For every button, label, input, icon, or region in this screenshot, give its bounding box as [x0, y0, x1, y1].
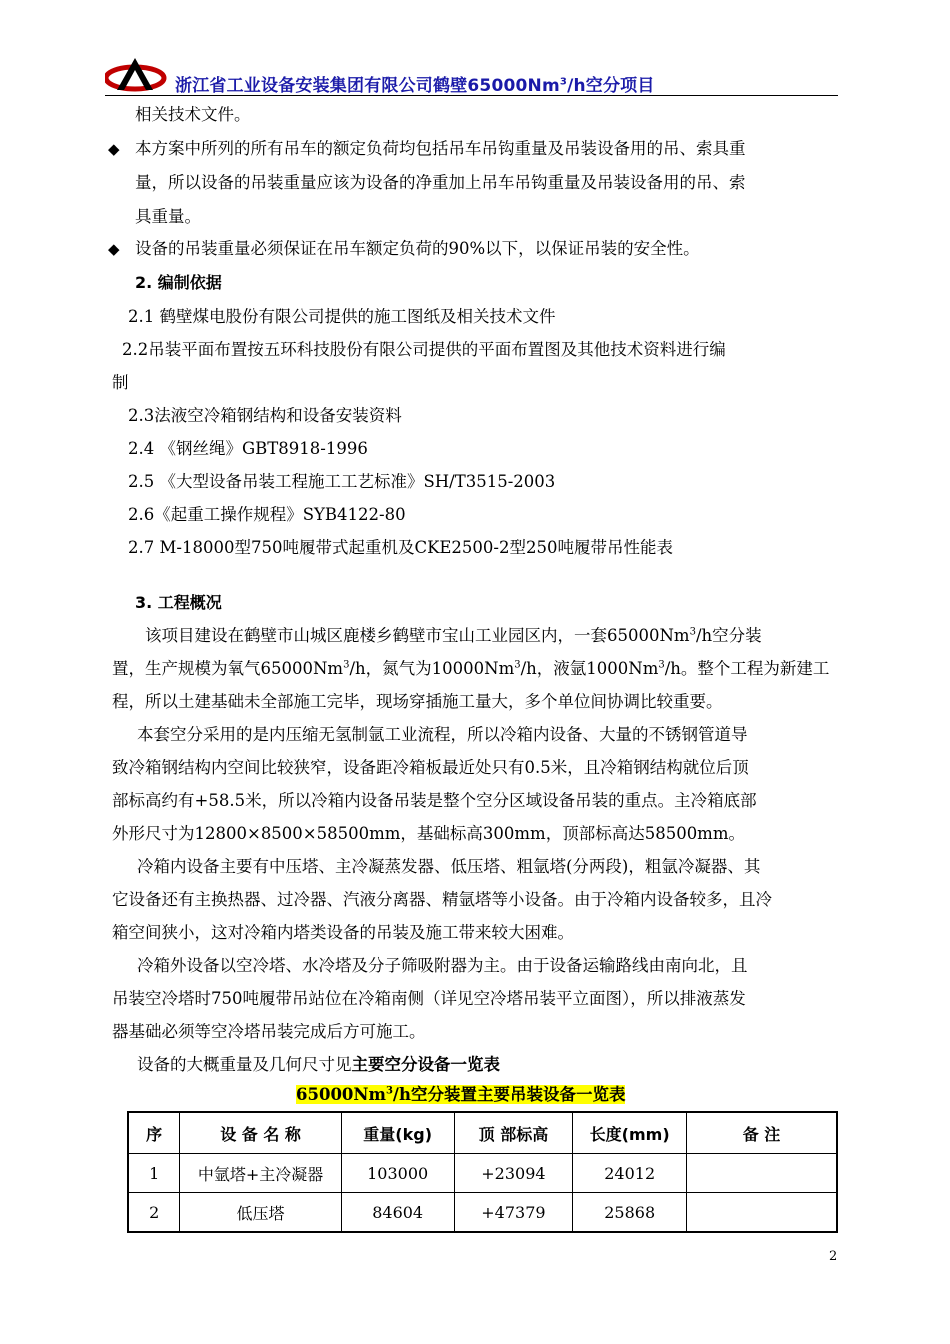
section-2-item: 2.5 《大型设备吊装工程施工工艺标准》SH/T3515-2003 [128, 472, 556, 491]
section-2-item: 2.7 M-18000型750吨履带式起重机及CKE2500-2型250吨履带吊性能表 [128, 538, 673, 557]
header-cell: 备 注 [687, 1112, 837, 1154]
table-header-row [128, 1112, 837, 1154]
bullet-2-line-3: 具重量。 [135, 207, 201, 226]
table-cell [687, 1154, 837, 1193]
section-2-item: 2.3法液空冷箱钢结构和设备安装资料 [128, 406, 402, 425]
table-row [128, 1154, 837, 1193]
paragraph-3-line-3: 箱空间狭小，这对冷箱内塔类设备的吊装及施工带来较大困难。 [112, 923, 574, 942]
bullet-continuation: 相关技术文件。 [135, 105, 251, 124]
paragraph-4-line-2: 吊装空冷塔时750吨履带吊站位在冷箱南侧（详见空冷塔吊装平立面图），所以排液蒸发 [112, 989, 746, 1008]
table-cell: +23094 [454, 1154, 573, 1193]
table-cell: 103000 [341, 1154, 454, 1193]
paragraph-1-line-1: 该项目建设在鹤壁市山城区鹿楼乡鹤壁市宝山工业园区内，一套65000Nm$^3$/h空分装 [145, 626, 762, 645]
section-2-heading: 2. 编制依据 [135, 273, 222, 292]
paragraph-3-line-1: 冷箱内设备主要有中压塔、主冷凝蒸发器、低压塔、粗氩塔(分两段)，粗氩冷凝器、其 [137, 857, 761, 876]
table-cell: +47379 [454, 1193, 573, 1233]
header-cell: 序 [128, 1112, 180, 1154]
bullet-2-line-1: 本方案中所列的所有吊车的额定负荷均包括吊车吊钩重量及吊装设备用的吊、索具重 [135, 139, 746, 158]
bullet-2-line-2: 量，所以设备的吊装重量应该为设备的净重加上吊车吊钩重量及吊装设备用的吊、索 [135, 173, 746, 192]
table-cell: 低压塔 [180, 1193, 341, 1233]
table-row [128, 1193, 837, 1233]
paragraph-3-line-2: 它设备还有主换热器、过冷器、汽液分离器、精氩塔等小设备。由于冷箱内设备较多，且冷 [112, 890, 772, 909]
equipment-table [127, 1111, 838, 1233]
section-2-item: 2.2吊装平面布置按五环科技股份有限公司提供的平面布置图及其他技术资料进行编 [122, 340, 726, 359]
section-2-item: 2.1 鹤壁煤电股份有限公司提供的施工图纸及相关技术文件 [128, 307, 556, 326]
table-reference: 主要空分设备一览表 [351, 1055, 500, 1074]
header-title: 浙江省工业设备安装集团有限公司鹤壁65000Nm$^3$/h空分项目 [175, 76, 655, 96]
table-cell: 1 [128, 1154, 180, 1193]
paragraph-5: 设备的大概重量及几何尺寸见主要空分设备一览表 [137, 1055, 500, 1074]
table-cell: 24012 [573, 1154, 687, 1193]
paragraph-2-line-4: 外形尺寸为12800×8500×58500mm，基础标高300mm，顶部标高达58500mm。 [112, 824, 745, 843]
page-header [105, 56, 838, 96]
table-caption: 65000Nm$^3$/h空分装置主要吊装设备一览表 [296, 1085, 626, 1104]
table-cell [687, 1193, 837, 1233]
paragraph-2-line-3: 部标高约有+58.5米，所以冷箱内设备吊装是整个空分区域设备吊装的重点。主冷箱底部 [112, 791, 757, 810]
section-2-item: 2.4 《钢丝绳》GBT8918-1996 [128, 439, 368, 458]
table-cell: 25868 [573, 1193, 687, 1233]
paragraph-2-line-2: 致冷箱钢结构内空间比较狭窄，设备距冷箱板最近处只有0.5米，且冷箱钢结构就位后顶 [112, 758, 749, 777]
page-number: 2 [829, 1249, 838, 1264]
table-cell: 2 [128, 1193, 180, 1233]
header-cell: 顶 部标高 [454, 1112, 573, 1154]
section-3-heading: 3. 工程概况 [135, 593, 222, 612]
paragraph-4-line-3: 器基础必须等空冷塔吊装完成后方可施工。 [112, 1022, 426, 1041]
paragraph-1-line-2: 置，生产规模为氧气65000Nm$^3$/h，氮气为10000Nm$^3$/h，液氩1000Nm$^3$/h。整个工程为新建工 [112, 659, 830, 678]
bullet-3-line-1: 设备的吊装重量必须保证在吊车额定负荷的90%以下，以保证吊装的安全性。 [135, 239, 700, 258]
paragraph-1-line-3: 程，所以土建基础未全部施工完毕，现场穿插施工量大，多个单位间协调比较重要。 [112, 692, 723, 711]
section-2-item: 制 [112, 373, 129, 392]
section-2-item: 2.6《起重工操作规程》SYB4122-80 [128, 505, 406, 524]
table-cell: 84604 [341, 1193, 454, 1233]
company-logo-icon [105, 56, 169, 92]
header-cell: 长度(mm) [573, 1112, 687, 1154]
diamond-bullet-icon: ◆ [108, 140, 120, 158]
diamond-bullet-icon: ◆ [108, 240, 120, 258]
paragraph-2-line-1: 本套空分采用的是内压缩无氢制氩工业流程，所以冷箱内设备、大量的不锈钢管道导 [137, 725, 748, 744]
table-cell: 中氩塔+主冷凝器 [180, 1154, 341, 1193]
header-cell: 设 备 名 称 [180, 1112, 341, 1154]
paragraph-4-line-1: 冷箱外设备以空冷塔、水冷塔及分子筛吸附器为主。由于设备运输路线由南向北，且 [137, 956, 748, 975]
header-rule [105, 95, 838, 96]
header-cell: 重量(kg) [341, 1112, 454, 1154]
